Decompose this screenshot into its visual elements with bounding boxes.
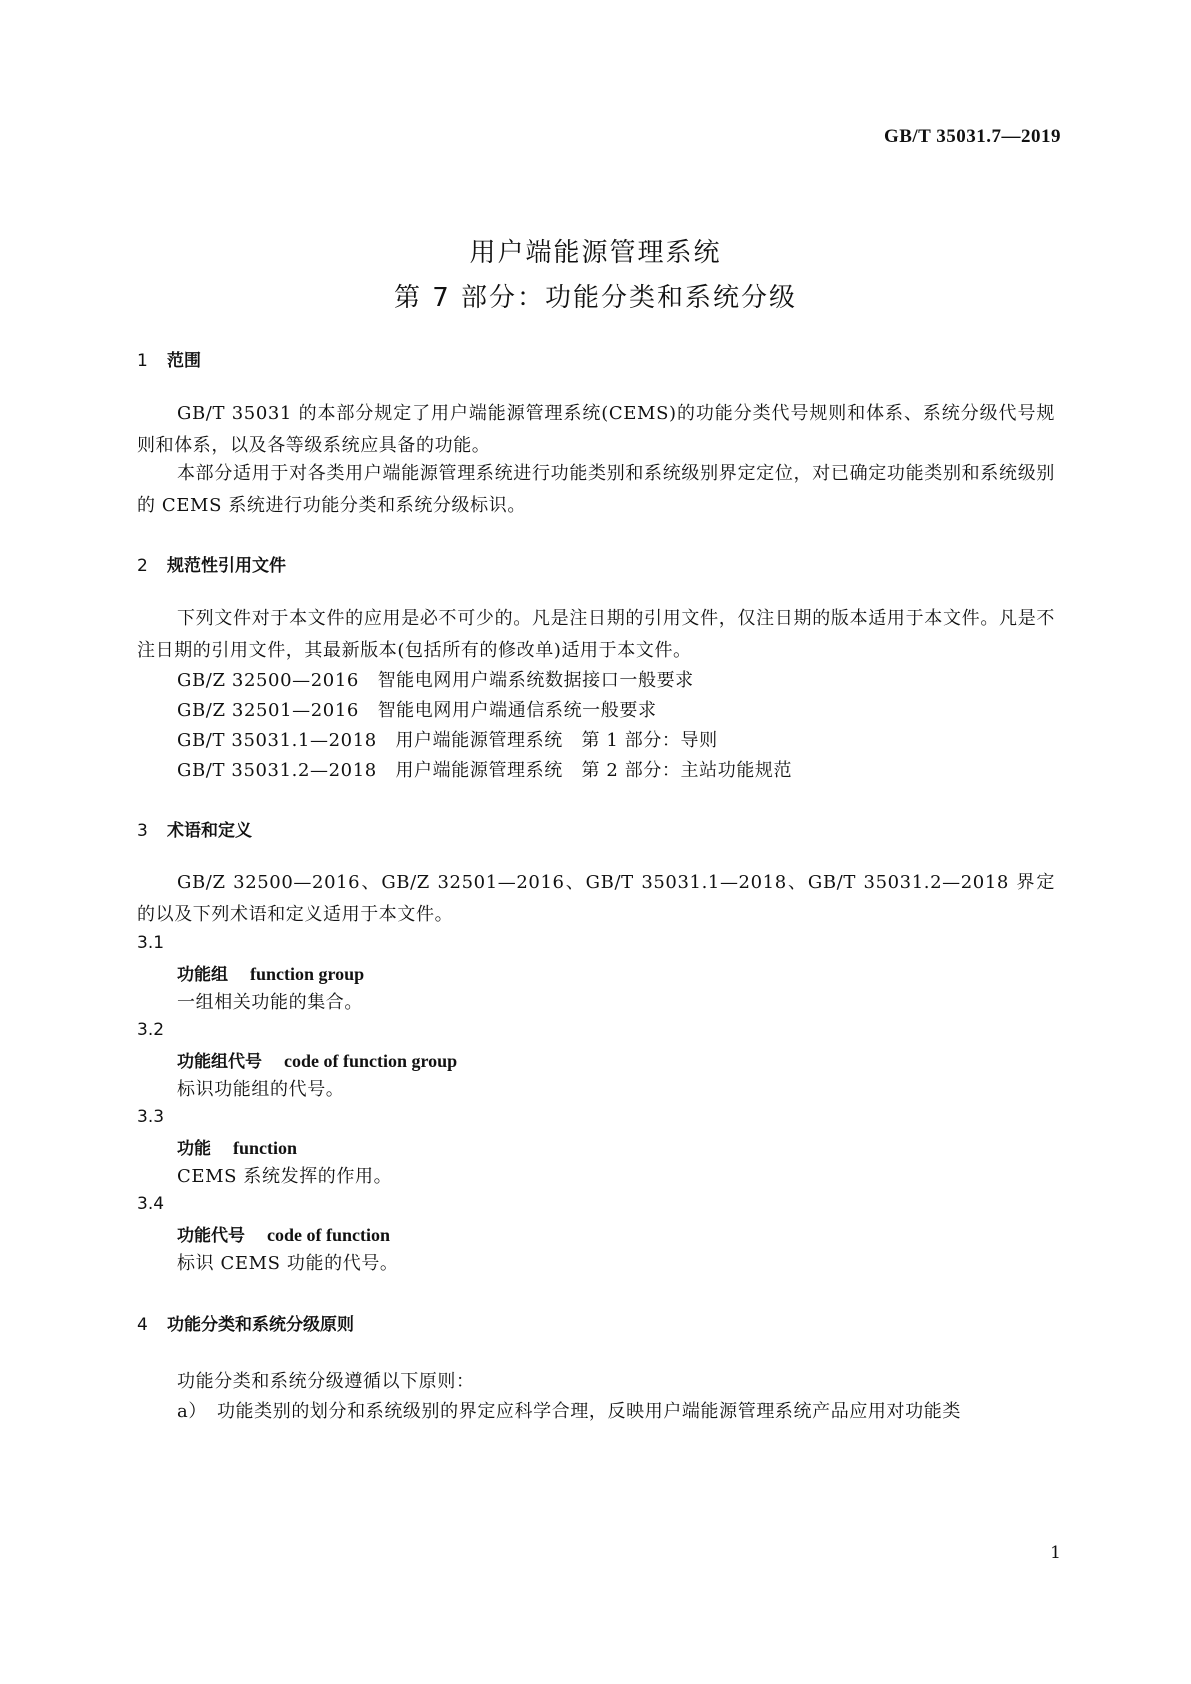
list-item-text: 功能类别的划分和系统级别的界定应科学合理，反映用户端能源管理系统产品应用对功能类 bbox=[216, 1401, 961, 1422]
document-title-line1: 用户端能源管理系统 bbox=[469, 238, 722, 268]
list-item-a bbox=[177, 1397, 961, 1423]
standard-code: GB/T 35031.7—2019 bbox=[883, 126, 1061, 147]
term-entry bbox=[177, 1047, 457, 1072]
section-number: 2 bbox=[137, 556, 148, 576]
reference-item: GB/Z 32501—2016 智能电网用户端通信系统一般要求 bbox=[177, 700, 657, 721]
term-number: 3.2 bbox=[137, 1020, 165, 1040]
section-title: 规范性引用文件 bbox=[167, 556, 286, 576]
term-definition: CEMS 系统发挥的作用。 bbox=[177, 1166, 393, 1187]
section-title: 术语和定义 bbox=[167, 821, 252, 841]
term-english: code of function bbox=[267, 1225, 390, 1245]
section-4-heading bbox=[137, 1310, 354, 1335]
section-number: 4 bbox=[137, 1315, 148, 1335]
term-chinese: 功能组 bbox=[177, 965, 228, 985]
reference-item: GB/Z 32500—2016 智能电网用户端系统数据接口一般要求 bbox=[177, 670, 694, 691]
reference-item: GB/T 35031.2—2018 用户端能源管理系统 第 2 部分：主站功能规范 bbox=[177, 760, 793, 781]
document-title-line2: 第 7 部分：功能分类和系统分级 bbox=[393, 283, 798, 313]
section-number: 1 bbox=[137, 351, 148, 371]
term-chinese: 功能代号 bbox=[177, 1226, 245, 1246]
term-number: 3.3 bbox=[137, 1107, 165, 1127]
page-number: 1 bbox=[1050, 1543, 1061, 1563]
section-3-heading bbox=[137, 816, 252, 841]
section-title: 范围 bbox=[167, 351, 201, 371]
term-definition: 标识功能组的代号。 bbox=[177, 1079, 345, 1100]
term-english: function bbox=[233, 1138, 298, 1158]
reference-item: GB/T 35031.1—2018 用户端能源管理系统 第 1 部分：导则 bbox=[177, 730, 718, 751]
section-1-paragraph-2: 本部分适用于对各类用户端能源管理系统进行功能类别和系统级别界定定位，对已确定功能类别和系统级别的 CEMS 系统进行功能分类和系统分级标识。 bbox=[137, 463, 1055, 516]
section-number: 3 bbox=[137, 821, 148, 841]
section-4-intro: 功能分类和系统分级遵循以下原则： bbox=[177, 1371, 475, 1392]
term-english: function group bbox=[250, 964, 365, 984]
term-definition: 一组相关功能的集合。 bbox=[177, 992, 363, 1013]
term-number: 3.1 bbox=[137, 933, 165, 953]
section-title: 功能分类和系统分级原则 bbox=[167, 1315, 354, 1335]
term-chinese: 功能 bbox=[177, 1139, 211, 1159]
term-english: code of function group bbox=[284, 1051, 458, 1071]
section-2-heading bbox=[137, 551, 286, 576]
list-marker: a） bbox=[177, 1401, 207, 1422]
section-1-heading bbox=[137, 346, 201, 371]
term-chinese: 功能组代号 bbox=[177, 1052, 262, 1072]
term-entry bbox=[177, 1134, 297, 1159]
term-entry bbox=[177, 960, 364, 985]
term-definition: 标识 CEMS 功能的代号。 bbox=[177, 1253, 399, 1274]
section-3-paragraph-1: GB/Z 32500—2016、GB/Z 32501—2016、GB/T 35031.1—2018、GB/T 35031.2—2018 界定的以及下列术语和定义适用于本文件。 bbox=[137, 872, 1055, 925]
section-1-paragraph-1: GB/T 35031 的本部分规定了用户端能源管理系统(CEMS)的功能分类代号规则和体系、系统分级代号规则和体系，以及各等级系统应具备的功能。 bbox=[137, 403, 1055, 456]
term-number: 3.4 bbox=[137, 1194, 165, 1214]
term-entry bbox=[177, 1221, 390, 1246]
section-2-paragraph-1: 下列文件对于本文件的应用是必不可少的。凡是注日期的引用文件，仅注日期的版本适用于本文件。凡是不注日期的引用文件，其最新版本(包括所有的修改单)适用于本文件。 bbox=[137, 608, 1055, 661]
